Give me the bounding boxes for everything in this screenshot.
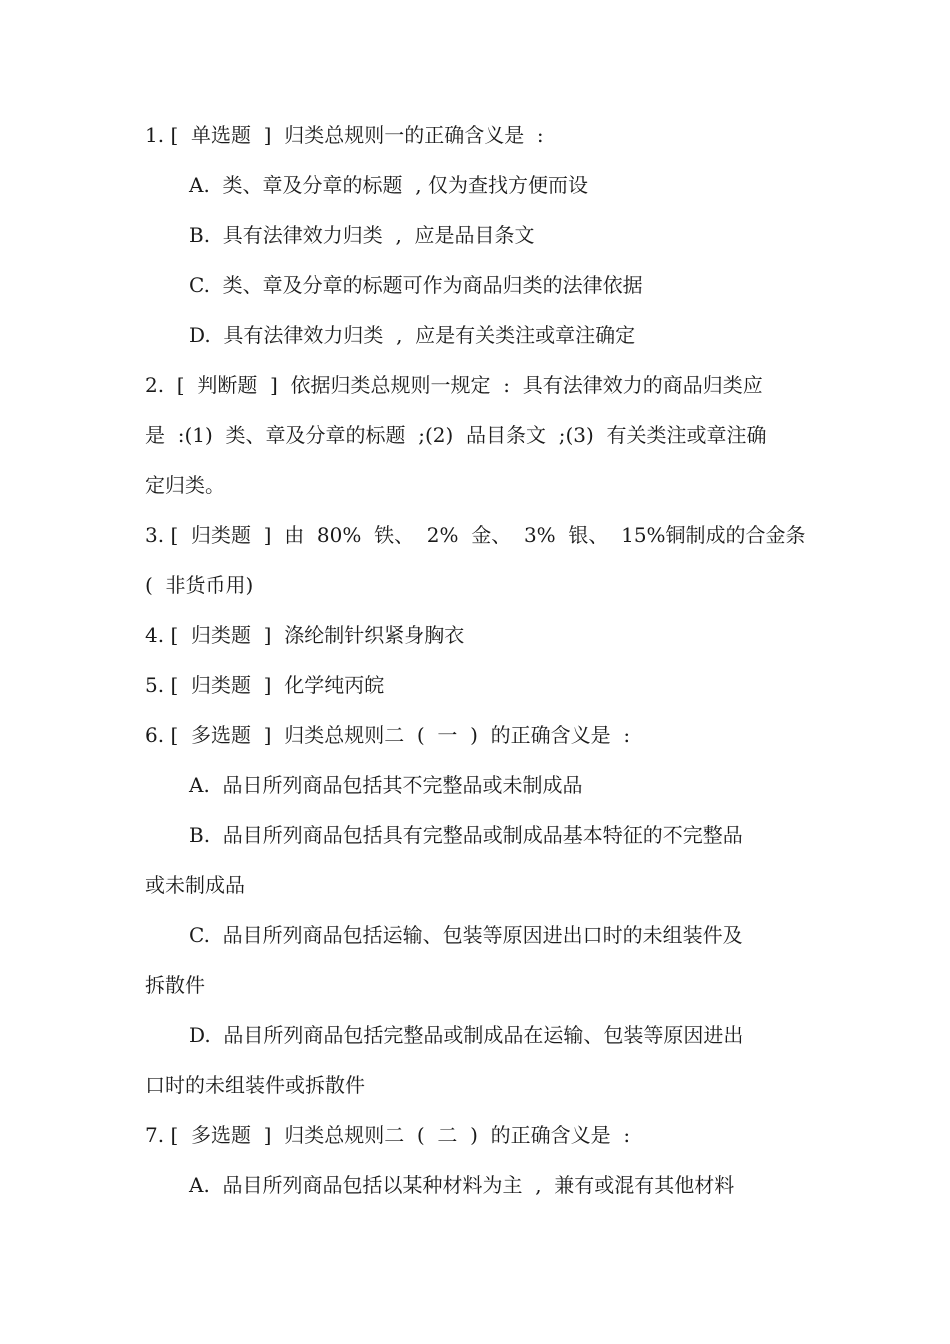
- question-2-line-1: 2. [ 判断题 ] 依据归类总规则一规定 : 具有法律效力的商品归类应: [145, 373, 763, 397]
- question-6-title: 6. [ 多选题 ] 归类总规则二 ( 一 ) 的正确含义是 :: [145, 723, 631, 747]
- question-1-title: 1. [ 单选题 ] 归类总规则一的正确含义是 :: [145, 123, 544, 147]
- question-6-option-d-line-1: D. 品目所列商品包括完整品或制成品在运输、包装等原因进出: [189, 1023, 744, 1047]
- question-1-option-d: D. 具有法律效力归类 , 应是有关类注或章注确定: [189, 323, 636, 347]
- question-3-line-2: ( 非货币用): [145, 573, 254, 597]
- question-1-option-a: A. 类、章及分章的标题 , 仅为查找方便而设: [189, 173, 588, 197]
- question-7-title: 7. [ 多选题 ] 归类总规则二 ( 二 ) 的正确含义是 :: [145, 1123, 631, 1147]
- question-3-line-1: 3. [ 归类题 ] 由 80% 铁、 2% 金、 3% 银、 15%铜制成的合金条: [145, 523, 806, 547]
- question-2-line-3: 定归类。: [145, 473, 225, 497]
- question-6-option-c-line-2: 拆散件: [145, 973, 205, 997]
- question-2-line-2: 是 :(1) 类、章及分章的标题 ;(2) 品目条文 ;(3) 有关类注或章注确: [145, 423, 767, 447]
- document-body: [145, 110, 810, 1210]
- question-4-title: 4. [ 归类题 ] 涤纶制针织紧身胸衣: [145, 623, 465, 647]
- question-6-option-d-line-2: 口时的未组装件或拆散件: [145, 1073, 365, 1097]
- question-6-option-b-line-2: 或未制成品: [145, 873, 245, 897]
- question-1-option-c: C. 类、章及分章的标题可作为商品归类的法律依据: [189, 273, 643, 297]
- question-6-option-c-line-1: C. 品目所列商品包括运输、包装等原因进出口时的未组装件及: [189, 923, 743, 947]
- question-5-title: 5. [ 归类题 ] 化学纯丙皖: [145, 673, 385, 697]
- question-6-option-a: A. 品日所列商品包括其不完整品或未制成品: [189, 773, 583, 797]
- question-7-option-a: A. 品目所列商品包括以某种材料为主 , 兼有或混有其他材料: [189, 1173, 735, 1197]
- question-6-option-b-line-1: B. 品目所列商品包括具有完整品或制成品基本特征的不完整品: [189, 823, 743, 847]
- question-1-option-b: B. 具有法律效力归类 , 应是品目条文: [189, 223, 535, 247]
